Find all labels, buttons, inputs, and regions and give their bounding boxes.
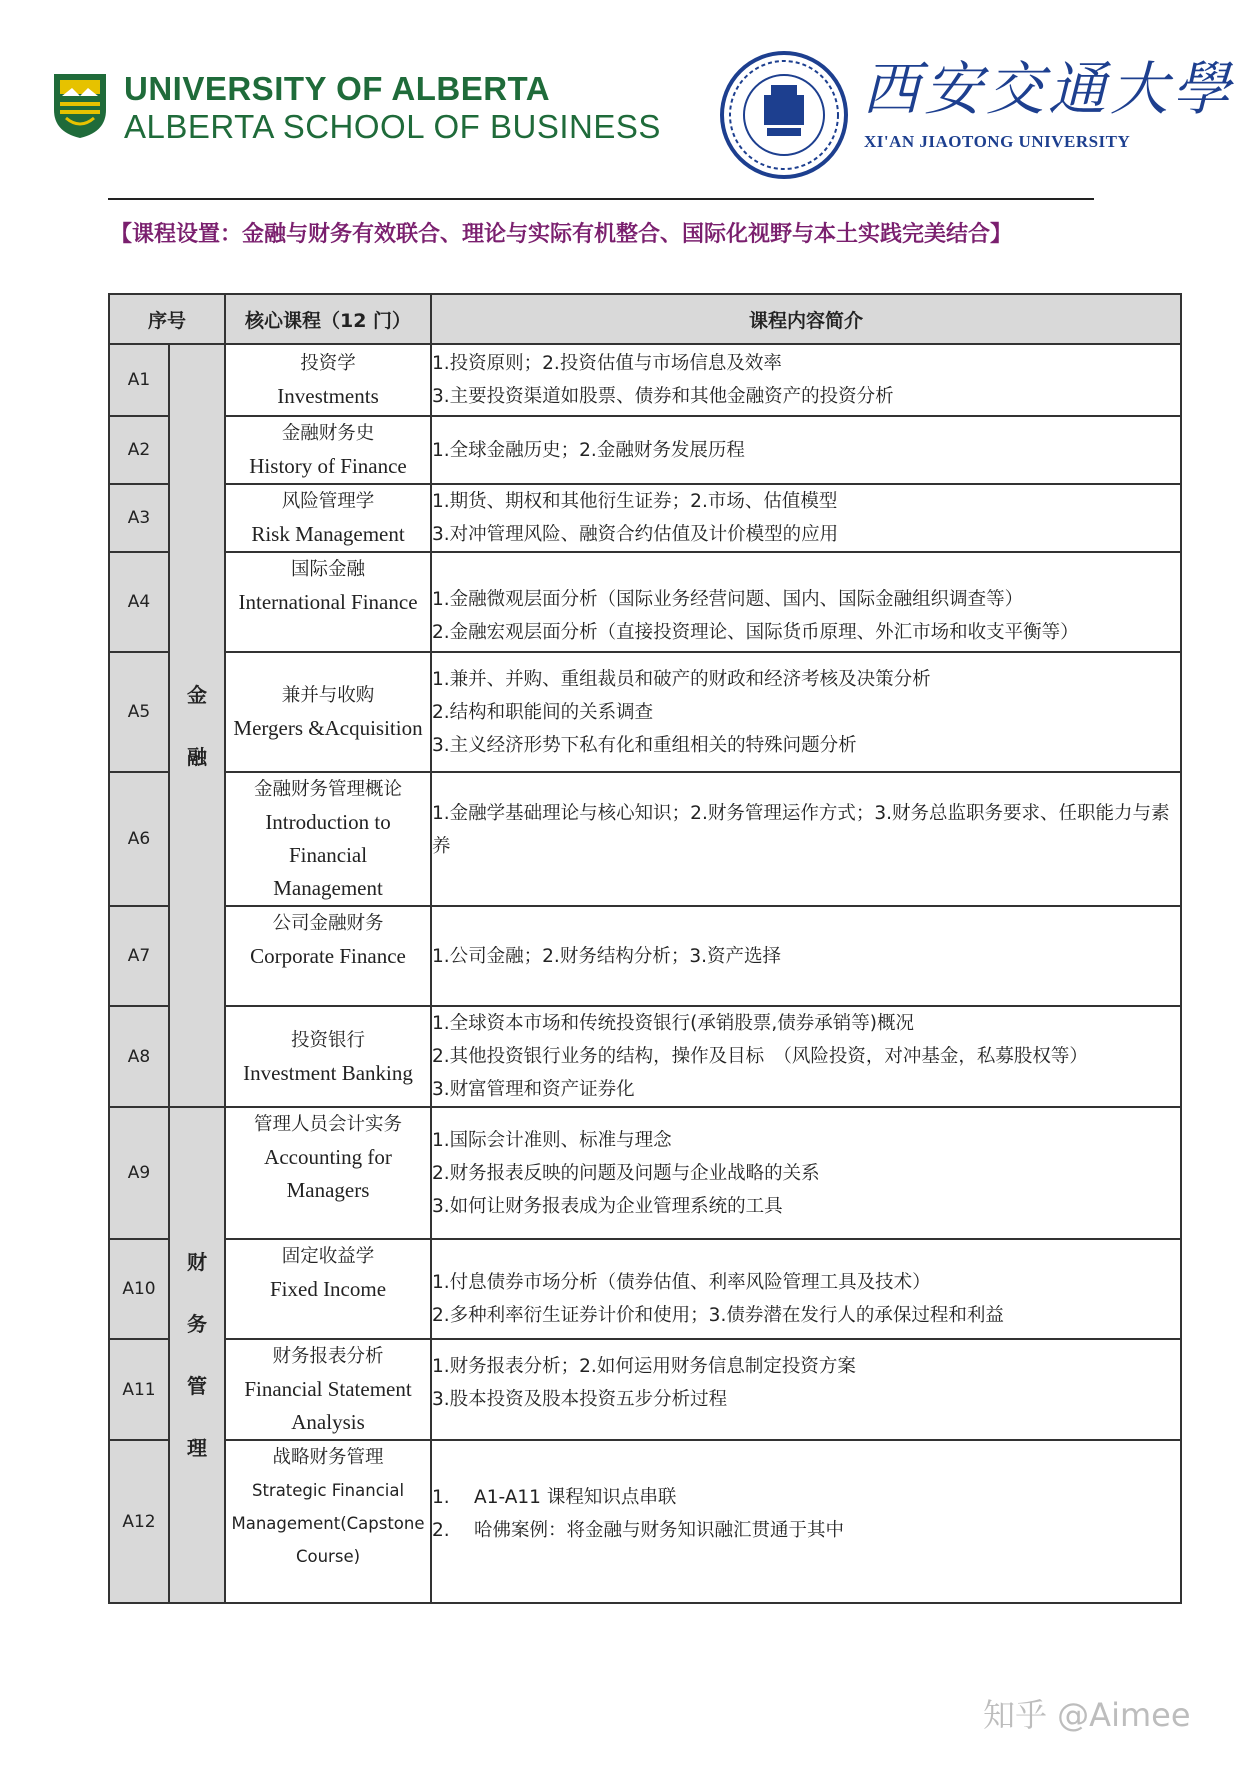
desc-line: 3.财富管理和资产证券化 xyxy=(432,1079,635,1100)
header-index: 序号 xyxy=(109,294,225,344)
desc-line: 1.金融学基础理论与核心知识；2.财务管理运作方式；3.财务总监职务要求、任职能力与素养 xyxy=(432,803,1170,857)
course-name xyxy=(225,1440,431,1603)
course-name-en: Managers xyxy=(286,1178,370,1202)
course-name-en: Introduction to xyxy=(265,810,391,834)
course-name-en: Management xyxy=(273,876,383,900)
course-headline: 【课程设置：金融与财务有效联合、理论与实际有机整合、国际化视野与本土实践完美结合】 xyxy=(110,222,1013,247)
course-description xyxy=(431,484,1181,552)
desc-line: 1.金融微观层面分析（国际业务经营问题、国内、国际金融组织调查等） xyxy=(432,589,1024,610)
table-row xyxy=(109,652,1181,772)
course-name xyxy=(225,344,431,416)
course-name-cn: 管理人员会计实务 xyxy=(254,1114,403,1135)
course-name xyxy=(225,552,431,652)
table-row xyxy=(109,1339,1181,1440)
course-name xyxy=(225,484,431,552)
category-label: 财务管理 xyxy=(187,1250,207,1460)
course-name-en: Risk Management xyxy=(251,522,405,546)
desc-line: 1. A1-A11 课程知识点串联 xyxy=(432,1487,677,1508)
xjtu-seal-icon xyxy=(719,50,849,180)
course-name xyxy=(225,772,431,906)
course-name-cn: 投资学 xyxy=(300,353,356,374)
course-name-en: Accounting for xyxy=(264,1145,392,1169)
course-name xyxy=(225,1107,431,1239)
course-code: A11 xyxy=(109,1339,169,1440)
table-header-row xyxy=(109,294,1181,344)
course-name-cn: 固定收益学 xyxy=(281,1246,375,1267)
course-name-en: Fixed Income xyxy=(269,1277,387,1301)
course-name xyxy=(225,906,431,1006)
category-financial-management xyxy=(169,1107,225,1603)
header-course: 核心课程（12 门） xyxy=(225,294,431,344)
course-description xyxy=(431,1006,1181,1107)
course-name-cn: 金融财务史 xyxy=(281,423,375,444)
course-description xyxy=(431,906,1181,1006)
curriculum-table xyxy=(108,293,1182,1604)
desc-line: 2.结构和职能间的关系调查 xyxy=(432,701,654,723)
desc-line: 2.财务报表反映的问题及问题与企业战略的关系 xyxy=(432,1162,820,1184)
zhihu-watermark: 知乎 @Aimee xyxy=(983,1696,1191,1734)
course-name-cn: 公司金融财务 xyxy=(272,913,384,934)
course-code: A8 xyxy=(109,1006,169,1107)
course-name-cn: 国际金融 xyxy=(291,559,366,580)
course-name xyxy=(225,1006,431,1107)
course-description xyxy=(431,1239,1181,1339)
header-divider xyxy=(108,198,1094,200)
course-description xyxy=(431,1339,1181,1440)
course-name-en: Corporate Finance xyxy=(250,944,406,968)
course-name-en: International Finance xyxy=(238,590,418,614)
course-name xyxy=(225,416,431,484)
table-row xyxy=(109,344,1181,416)
ua-title: UNIVERSITY OF ALBERTA xyxy=(124,70,551,107)
course-name-en: Financial xyxy=(288,843,368,867)
ua-school: ALBERTA SCHOOL OF BUSINESS xyxy=(124,108,661,145)
desc-line: 3.主要投资渠道如股票、债券和其他金融资产的投资分析 xyxy=(432,386,894,407)
desc-line: 2.多种利率衍生证券计价和使用；3.债券潜在发行人的承保过程和利益 xyxy=(432,1305,1004,1326)
table-row xyxy=(109,1107,1181,1239)
xjtu-calligraphy: 西安交通大學 xyxy=(862,55,1235,123)
desc-line: 1.财务报表分析；2.如何运用财务信息制定投资方案 xyxy=(432,1356,856,1377)
course-name xyxy=(225,1239,431,1339)
course-code: A12 xyxy=(109,1440,169,1603)
course-name-cn: 财务报表分析 xyxy=(272,1346,384,1367)
course-name-en: Analysis xyxy=(291,1410,365,1434)
course-code: A9 xyxy=(109,1107,169,1239)
course-name-en: Management(Capstone xyxy=(231,1514,425,1533)
desc-line: 2.其他投资银行业务的结构，操作及目标 （风险投资，对冲基金，私募股权等） xyxy=(432,1046,1088,1067)
desc-line: 1.兼并、并购、重组裁员和破产的财政和经济考核及决策分析 xyxy=(432,668,931,690)
category-label: 金融 xyxy=(187,682,207,769)
course-description xyxy=(431,416,1181,484)
course-name-en: History of Finance xyxy=(249,454,407,478)
course-name-cn: 风险管理学 xyxy=(281,491,375,512)
course-description xyxy=(431,1107,1181,1239)
desc-line: 3.主义经济形势下私有化和重组相关的特殊问题分析 xyxy=(432,734,857,756)
table-row xyxy=(109,484,1181,552)
table-row xyxy=(109,1440,1181,1603)
desc-line: 1.期货、期权和其他衍生证券；2.市场、估值模型 xyxy=(432,491,838,512)
course-name-en: Investments xyxy=(277,384,379,408)
course-code: A2 xyxy=(109,416,169,484)
course-description xyxy=(431,344,1181,416)
desc-line: 3.如何让财务报表成为企业管理系统的工具 xyxy=(432,1195,783,1217)
desc-line: 1.全球资本市场和传统投资银行(承销股票,债券承销等)概况 xyxy=(432,1013,914,1034)
course-name-en: Mergers &Acquisition xyxy=(233,716,423,740)
table-row xyxy=(109,416,1181,484)
course-name xyxy=(225,652,431,772)
course-description xyxy=(431,772,1181,906)
table-row xyxy=(109,906,1181,1006)
desc-line: 2.金融宏观层面分析（直接投资理论、国际货币原理、外汇市场和收支平衡等） xyxy=(432,622,1079,643)
course-name xyxy=(225,1339,431,1440)
course-code: A6 xyxy=(109,772,169,906)
table-row xyxy=(109,552,1181,652)
course-code: A5 xyxy=(109,652,169,772)
category-finance xyxy=(169,344,225,1107)
course-name-cn: 兼并与收购 xyxy=(281,685,375,706)
desc-line: 1.国际会计准则、标准与理念 xyxy=(432,1129,672,1151)
course-name-cn: 金融财务管理概论 xyxy=(254,779,403,800)
university-of-alberta-crest-icon xyxy=(52,72,108,140)
course-code: A3 xyxy=(109,484,169,552)
course-name-en: Financial Statement xyxy=(244,1377,412,1401)
course-code: A1 xyxy=(109,344,169,416)
course-name-en: Strategic Financial xyxy=(251,1481,405,1500)
course-description xyxy=(431,552,1181,652)
desc-line: 3.股本投资及股本投资五步分析过程 xyxy=(432,1389,728,1410)
ua-wordmark xyxy=(124,70,661,146)
course-code: A7 xyxy=(109,906,169,1006)
header-description: 课程内容简介 xyxy=(431,294,1181,344)
desc-line: 1.付息债券市场分析（债券估值、利率风险管理工具及技术） xyxy=(432,1272,931,1293)
table-row xyxy=(109,1239,1181,1339)
course-name-en: Investment Banking xyxy=(243,1060,413,1085)
xjtu-english-name: XI'AN JIAOTONG UNIVERSITY xyxy=(864,132,1131,151)
course-name-cn: 投资银行 xyxy=(291,1029,366,1051)
course-description xyxy=(431,1440,1181,1603)
desc-line: 2. 哈佛案例：将金融与财务知识融汇贯通于其中 xyxy=(432,1520,845,1541)
desc-line: 3.对冲管理风险、融资合约估值及计价模型的应用 xyxy=(432,524,839,545)
table-row xyxy=(109,772,1181,906)
course-code: A4 xyxy=(109,552,169,652)
course-name-en: Course) xyxy=(295,1547,361,1566)
desc-line: 1.公司金融；2.财务结构分析；3.资产选择 xyxy=(432,945,781,967)
desc-line: 1.投资原则；2.投资估值与市场信息及效率 xyxy=(432,353,782,374)
course-name-cn: 战略财务管理 xyxy=(272,1447,384,1468)
course-description xyxy=(431,652,1181,772)
course-code: A10 xyxy=(109,1239,169,1339)
table-row xyxy=(109,1006,1181,1107)
desc-line: 1.全球金融历史；2.金融财务发展历程 xyxy=(432,439,745,461)
